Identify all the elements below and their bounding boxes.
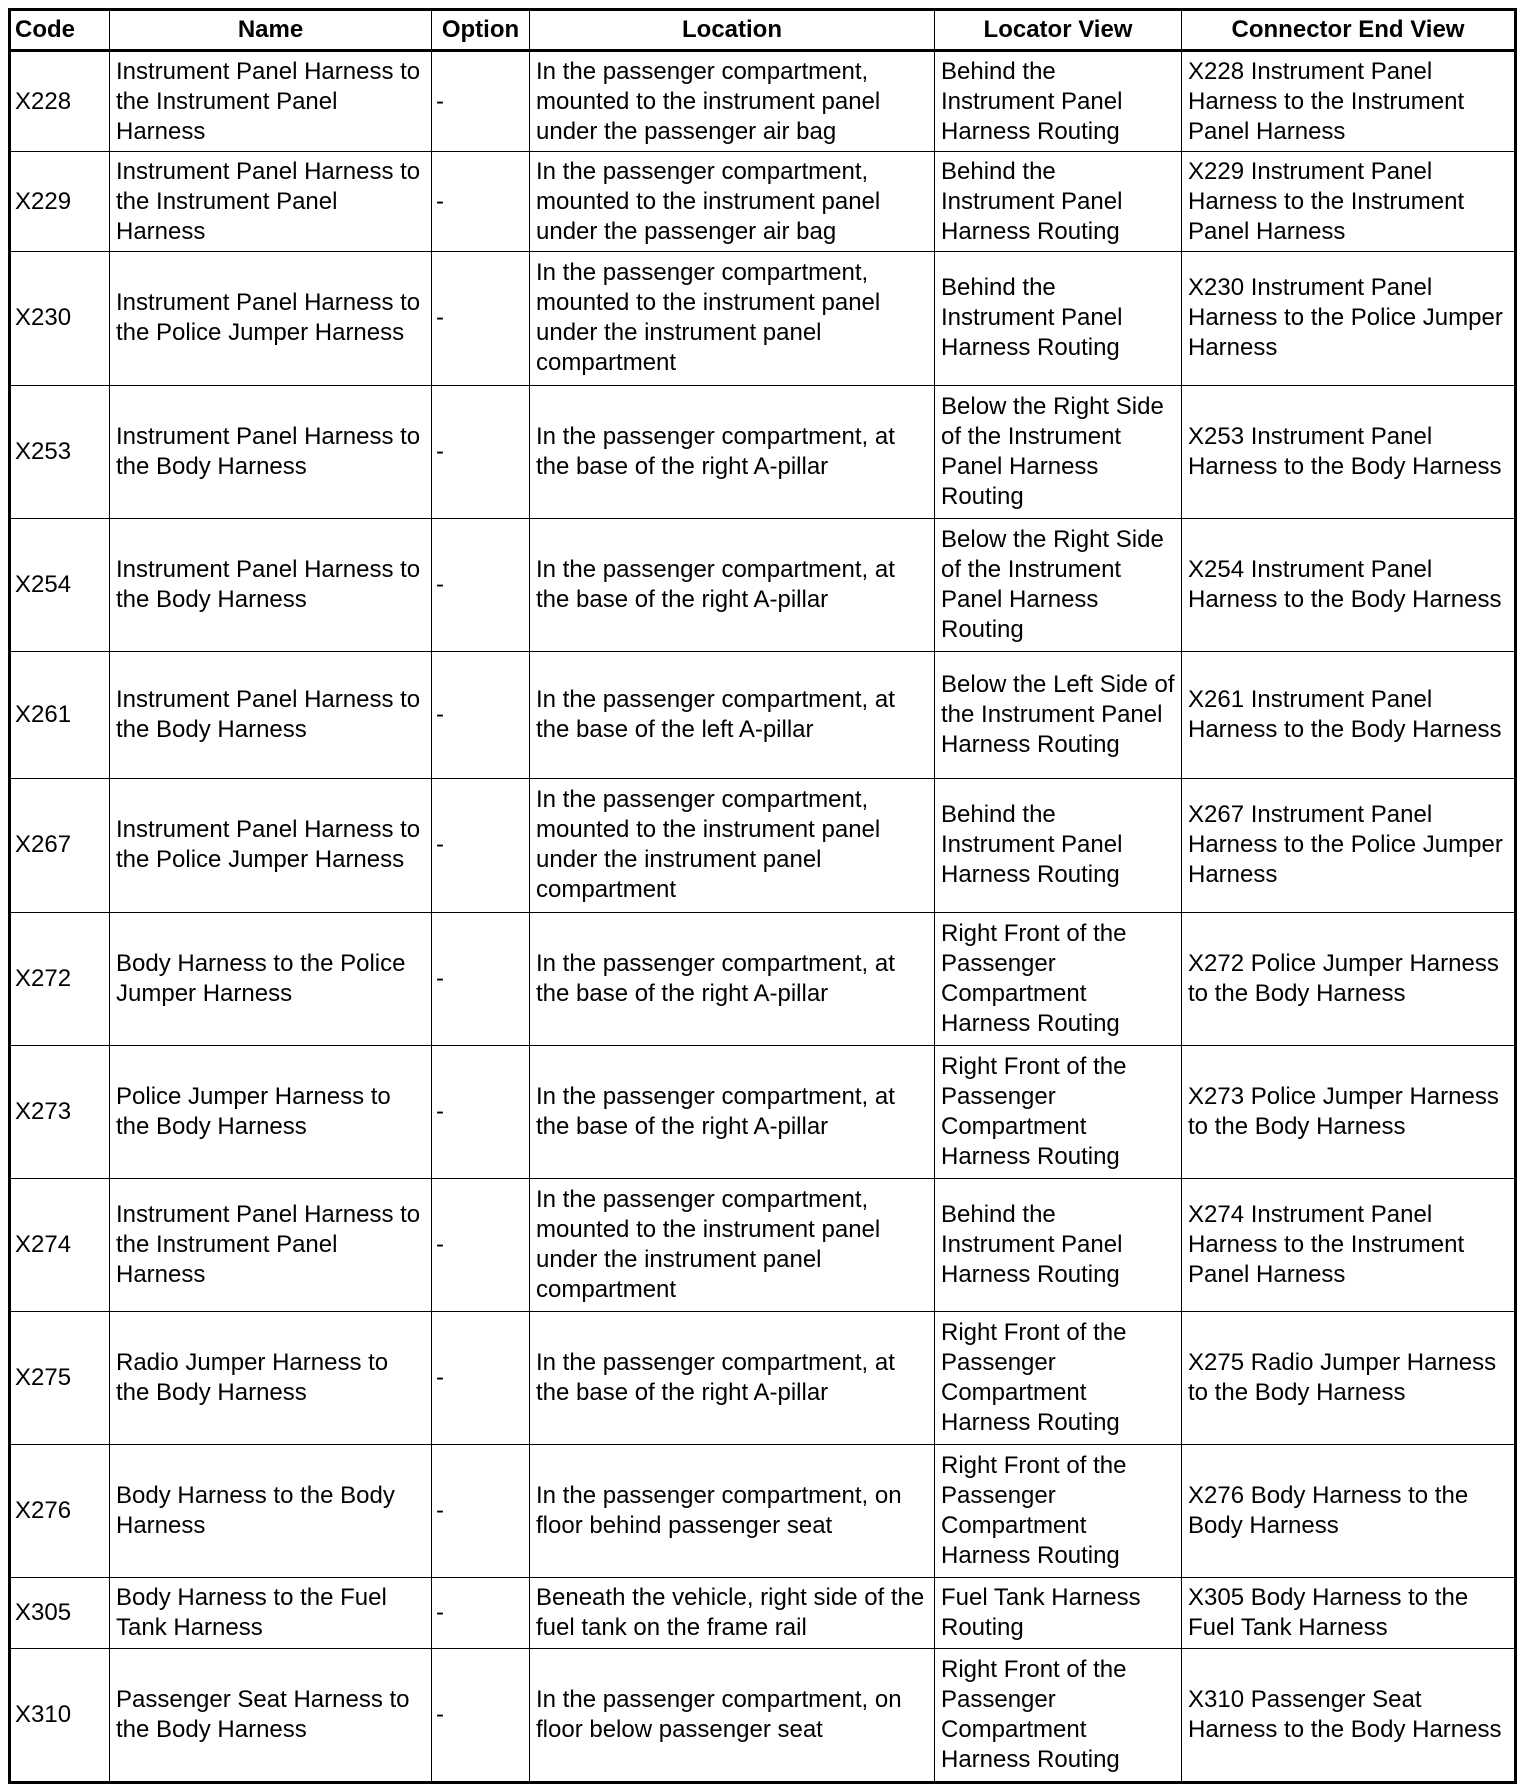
cell-connector-end-view: X305 Body Harness to the Fuel Tank Harness [1182, 1578, 1516, 1648]
cell-locator-view: Behind the Instrument Panel Harness Routing [935, 1178, 1182, 1311]
cell-name: Instrument Panel Harness to the Body Harness [110, 518, 432, 651]
header-locator-view: Locator View [935, 10, 1182, 51]
cell-name: Instrument Panel Harness to the Body Harness [110, 651, 432, 779]
cell-name: Instrument Panel Harness to the Instrument Panel Harness [110, 51, 432, 152]
header-code: Code [10, 10, 110, 51]
table-row [10, 1648, 1516, 1782]
table-row [10, 779, 1516, 912]
cell-name: Instrument Panel Harness to the Police Jumper Harness [110, 252, 432, 385]
cell-locator-view: Below the Left Side of the Instrument Panel Harness Routing [935, 651, 1182, 779]
cell-option: - [432, 1445, 530, 1578]
table-row [10, 51, 1516, 152]
cell-location: In the passenger compartment, on floor below passenger seat [530, 1648, 935, 1782]
cell-location: In the passenger compartment, at the base of the right A-pillar [530, 1311, 935, 1444]
header-option: Option [432, 10, 530, 51]
cell-option: - [432, 152, 530, 252]
table-row [10, 1045, 1516, 1178]
cell-locator-view: Below the Right Side of the Instrument Panel Harness Routing [935, 385, 1182, 518]
cell-option: - [432, 252, 530, 385]
table-row [10, 1445, 1516, 1578]
cell-name: Instrument Panel Harness to the Body Harness [110, 385, 432, 518]
cell-option: - [432, 1578, 530, 1648]
cell-code: X275 [10, 1311, 110, 1444]
cell-locator-view: Behind the Instrument Panel Harness Routing [935, 152, 1182, 252]
cell-connector-end-view: X261 Instrument Panel Harness to the Body Harness [1182, 651, 1516, 779]
cell-connector-end-view: X272 Police Jumper Harness to the Body Harness [1182, 912, 1516, 1045]
cell-option: - [432, 1178, 530, 1311]
cell-location: In the passenger compartment, on floor behind passenger seat [530, 1445, 935, 1578]
cell-connector-end-view: X253 Instrument Panel Harness to the Body Harness [1182, 385, 1516, 518]
cell-connector-end-view: X228 Instrument Panel Harness to the Instrument Panel Harness [1182, 51, 1516, 152]
cell-option: - [432, 1045, 530, 1178]
cell-locator-view: Below the Right Side of the Instrument Panel Harness Routing [935, 518, 1182, 651]
cell-location: In the passenger compartment, mounted to the instrument panel under the instrument panel compartment [530, 252, 935, 385]
cell-location: In the passenger compartment, at the base of the right A-pillar [530, 518, 935, 651]
cell-option: - [432, 385, 530, 518]
cell-code: X254 [10, 518, 110, 651]
cell-code: X230 [10, 252, 110, 385]
cell-name: Instrument Panel Harness to the Police Jumper Harness [110, 779, 432, 912]
connector-table [8, 8, 1517, 1784]
cell-name: Body Harness to the Police Jumper Harness [110, 912, 432, 1045]
table-row [10, 1578, 1516, 1648]
cell-option: - [432, 779, 530, 912]
cell-connector-end-view: X273 Police Jumper Harness to the Body Harness [1182, 1045, 1516, 1178]
connector-table-sheet [8, 8, 1514, 1784]
cell-connector-end-view: X254 Instrument Panel Harness to the Body Harness [1182, 518, 1516, 651]
table-row [10, 252, 1516, 385]
cell-name: Instrument Panel Harness to the Instrument Panel Harness [110, 152, 432, 252]
cell-code: X267 [10, 779, 110, 912]
cell-code: X310 [10, 1648, 110, 1782]
cell-code: X229 [10, 152, 110, 252]
cell-name: Body Harness to the Fuel Tank Harness [110, 1578, 432, 1648]
cell-option: - [432, 518, 530, 651]
cell-name: Police Jumper Harness to the Body Harness [110, 1045, 432, 1178]
cell-option: - [432, 1648, 530, 1782]
table-row [10, 1178, 1516, 1311]
cell-code: X274 [10, 1178, 110, 1311]
cell-connector-end-view: X267 Instrument Panel Harness to the Police Jumper Harness [1182, 779, 1516, 912]
cell-locator-view: Right Front of the Passenger Compartment Harness Routing [935, 912, 1182, 1045]
table-row [10, 912, 1516, 1045]
cell-code: X276 [10, 1445, 110, 1578]
cell-option: - [432, 1311, 530, 1444]
cell-connector-end-view: X230 Instrument Panel Harness to the Police Jumper Harness [1182, 252, 1516, 385]
cell-connector-end-view: X275 Radio Jumper Harness to the Body Harness [1182, 1311, 1516, 1444]
cell-location: In the passenger compartment, at the base of the right A-pillar [530, 385, 935, 518]
cell-locator-view: Right Front of the Passenger Compartment Harness Routing [935, 1311, 1182, 1444]
cell-option: - [432, 51, 530, 152]
cell-locator-view: Behind the Instrument Panel Harness Routing [935, 779, 1182, 912]
cell-connector-end-view: X276 Body Harness to the Body Harness [1182, 1445, 1516, 1578]
cell-location: In the passenger compartment, at the base of the right A-pillar [530, 912, 935, 1045]
cell-name: Instrument Panel Harness to the Instrument Panel Harness [110, 1178, 432, 1311]
cell-name: Passenger Seat Harness to the Body Harness [110, 1648, 432, 1782]
table-row [10, 385, 1516, 518]
table-row [10, 651, 1516, 779]
table-row [10, 518, 1516, 651]
header-row [10, 10, 1516, 51]
cell-locator-view: Fuel Tank Harness Routing [935, 1578, 1182, 1648]
cell-location: In the passenger compartment, mounted to the instrument panel under the instrument panel compartment [530, 1178, 935, 1311]
cell-locator-view: Right Front of the Passenger Compartment Harness Routing [935, 1045, 1182, 1178]
cell-code: X273 [10, 1045, 110, 1178]
cell-location: In the passenger compartment, at the base of the right A-pillar [530, 1045, 935, 1178]
table-row [10, 152, 1516, 252]
cell-code: X272 [10, 912, 110, 1045]
table-row [10, 1311, 1516, 1444]
cell-code: X305 [10, 1578, 110, 1648]
cell-locator-view: Right Front of the Passenger Compartment Harness Routing [935, 1445, 1182, 1578]
cell-connector-end-view: X310 Passenger Seat Harness to the Body Harness [1182, 1648, 1516, 1782]
cell-location: In the passenger compartment, mounted to the instrument panel under the instrument panel compartment [530, 779, 935, 912]
cell-locator-view: Right Front of the Passenger Compartment Harness Routing [935, 1648, 1182, 1782]
cell-connector-end-view: X229 Instrument Panel Harness to the Instrument Panel Harness [1182, 152, 1516, 252]
cell-name: Body Harness to the Body Harness [110, 1445, 432, 1578]
cell-location: In the passenger compartment, mounted to the instrument panel under the passenger air bag [530, 51, 935, 152]
header-name: Name [110, 10, 432, 51]
cell-option: - [432, 651, 530, 779]
cell-code: X253 [10, 385, 110, 518]
cell-code: X228 [10, 51, 110, 152]
cell-location: In the passenger compartment, mounted to the instrument panel under the passenger air bag [530, 152, 935, 252]
cell-name: Radio Jumper Harness to the Body Harness [110, 1311, 432, 1444]
header-connector-end-view: Connector End View [1182, 10, 1516, 51]
cell-location: In the passenger compartment, at the base of the left A-pillar [530, 651, 935, 779]
header-location: Location [530, 10, 935, 51]
cell-connector-end-view: X274 Instrument Panel Harness to the Instrument Panel Harness [1182, 1178, 1516, 1311]
cell-code: X261 [10, 651, 110, 779]
cell-option: - [432, 912, 530, 1045]
cell-location: Beneath the vehicle, right side of the fuel tank on the frame rail [530, 1578, 935, 1648]
cell-locator-view: Behind the Instrument Panel Harness Routing [935, 51, 1182, 152]
cell-locator-view: Behind the Instrument Panel Harness Routing [935, 252, 1182, 385]
